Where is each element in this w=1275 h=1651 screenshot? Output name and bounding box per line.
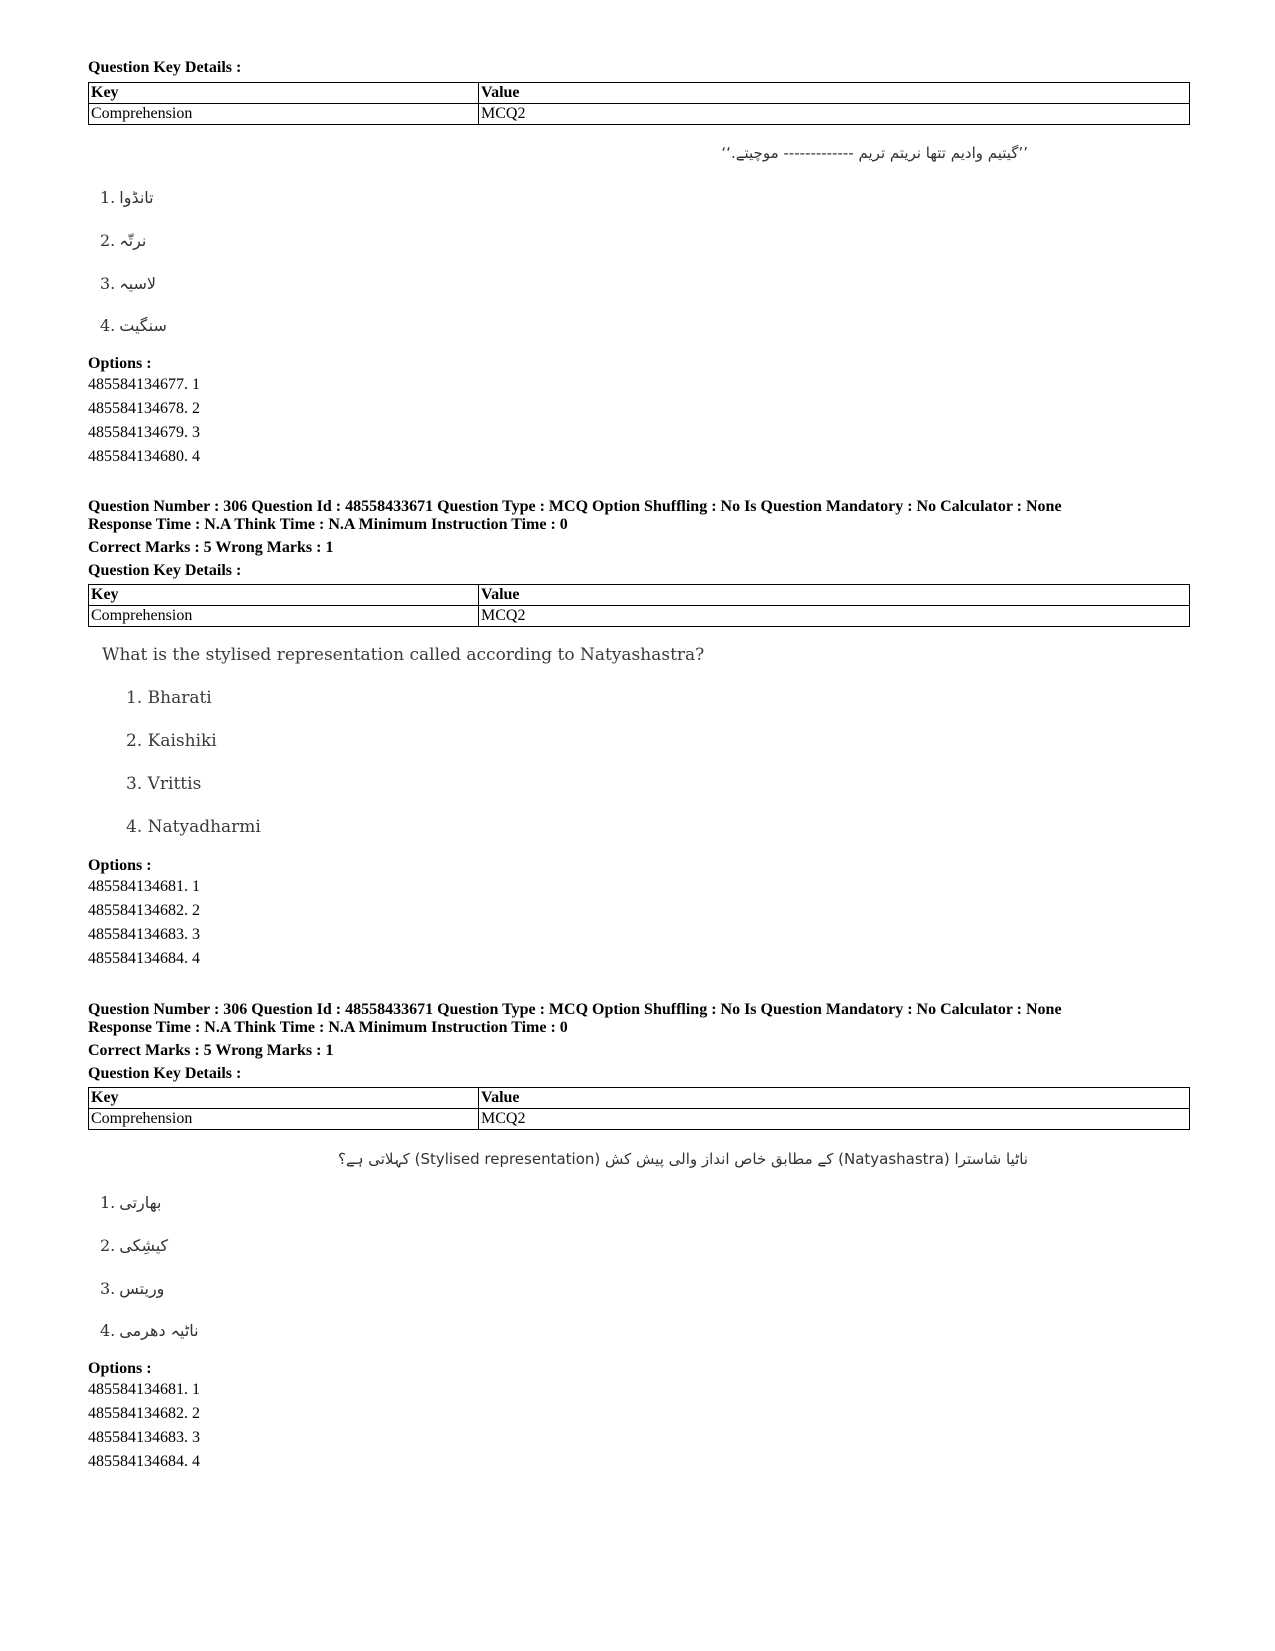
- table-cell-key: Comprehension: [89, 606, 479, 627]
- choice-4: 4. Natyadharmi: [126, 817, 261, 837]
- table-header-row: [89, 585, 1190, 606]
- options-list: [88, 373, 1190, 469]
- options-list: [88, 875, 1190, 971]
- choice-number: 1.: [100, 1193, 116, 1212]
- choice-4: [100, 316, 167, 336]
- table-header-row: [89, 1088, 1190, 1109]
- table-row: [89, 1109, 1190, 1130]
- options-list: [88, 1378, 1190, 1474]
- choice-number: 3.: [100, 1279, 116, 1298]
- question-text: What is the stylised representation called according to Natyashastra?: [102, 645, 705, 665]
- choice-number: 4.: [100, 316, 116, 335]
- choice-1: [100, 1193, 161, 1213]
- question-header-line1: Question Number : 306 Question Id : 48558433671 Question Type : MCQ Option Shuffling : No Is Question Mandatory : No Calculator : None: [88, 498, 1062, 515]
- choice-text: لاسیہ: [119, 274, 156, 293]
- table-cell-value: MCQ2: [479, 1109, 1190, 1130]
- question-header-line2: Response Time : N.A Think Time : N.A Minimum Instruction Time : 0: [88, 516, 568, 533]
- table-cell-key: Comprehension: [89, 104, 479, 125]
- choice-3: [100, 1279, 164, 1299]
- key-details-label: Question Key Details :: [88, 562, 242, 579]
- choice-number: 2.: [100, 231, 116, 250]
- table-cell-key: Comprehension: [89, 1109, 479, 1130]
- key-details-label: Question Key Details :: [88, 59, 242, 76]
- table-header-value: Value: [479, 83, 1190, 104]
- choice-number: 1.: [100, 188, 116, 207]
- table-header-key: Key: [89, 585, 479, 606]
- key-details-table: [88, 1087, 1190, 1130]
- question-text: ناٹیا شاسترا (Natyashastra) کے مطابق خاص انداز والی پیش کش (Stylised representation) کہلاتی ہے؟: [337, 1150, 1028, 1168]
- marks-line: Correct Marks : 5 Wrong Marks : 1: [88, 1042, 334, 1059]
- options-label: Options :: [88, 355, 152, 372]
- choice-3: 3. Vrittis: [126, 774, 202, 794]
- choice-2: 2. Kaishiki: [126, 731, 217, 751]
- key-details-table: [88, 584, 1190, 627]
- option-item: 485584134680. 4: [88, 448, 200, 465]
- choice-text: ناٹیہ دھرمی: [119, 1321, 199, 1340]
- marks-line: Correct Marks : 5 Wrong Marks : 1: [88, 539, 334, 556]
- table-header-key: Key: [89, 1088, 479, 1109]
- table-header-row: [89, 83, 1190, 104]
- option-item: 485584134682. 2: [88, 1405, 200, 1422]
- options-label: Options :: [88, 1360, 152, 1377]
- choice-number: 2.: [100, 1236, 116, 1255]
- option-item: 485584134681. 1: [88, 1381, 200, 1398]
- option-item: 485584134684. 4: [88, 950, 200, 967]
- choice-text: تانڈوا: [119, 188, 154, 207]
- choice-text: بھارتی: [119, 1193, 162, 1212]
- option-item: 485584134683. 3: [88, 926, 200, 943]
- choice-text: سنگیت: [119, 316, 167, 335]
- choice-number: 3.: [100, 274, 116, 293]
- choice-number: 4.: [100, 1321, 116, 1340]
- choice-text: نرتّہ: [119, 231, 147, 250]
- option-item: 485584134681. 1: [88, 878, 200, 895]
- choice-4: [100, 1321, 199, 1341]
- choice-text: وریتس: [119, 1279, 165, 1298]
- table-cell-value: MCQ2: [479, 606, 1190, 627]
- options-label: Options :: [88, 857, 152, 874]
- option-item: 485584134682. 2: [88, 902, 200, 919]
- option-item: 485584134684. 4: [88, 1453, 200, 1470]
- table-cell-value: MCQ2: [479, 104, 1190, 125]
- option-item: 485584134678. 2: [88, 400, 200, 417]
- choice-text: کیشِکی: [119, 1236, 169, 1255]
- key-details-label: Question Key Details :: [88, 1065, 242, 1082]
- question-text: ’’گیتیم وادیم تتھا نریتم تریم ------------- موچیتے.‘‘: [721, 144, 1028, 162]
- option-item: 485584134677. 1: [88, 376, 200, 393]
- choice-2: [100, 1236, 168, 1256]
- table-row: [89, 104, 1190, 125]
- option-item: 485584134679. 3: [88, 424, 200, 441]
- question-header-line1: Question Number : 306 Question Id : 48558433671 Question Type : MCQ Option Shuffling : No Is Question Mandatory : No Calculator : None: [88, 1001, 1062, 1018]
- table-header-value: Value: [479, 585, 1190, 606]
- table-row: [89, 606, 1190, 627]
- option-item: 485584134683. 3: [88, 1429, 200, 1446]
- table-header-value: Value: [479, 1088, 1190, 1109]
- choice-3: [100, 274, 156, 294]
- key-details-table: [88, 82, 1190, 125]
- question-header-line2: Response Time : N.A Think Time : N.A Minimum Instruction Time : 0: [88, 1019, 568, 1036]
- choice-1: 1. Bharati: [126, 688, 212, 708]
- table-header-key: Key: [89, 83, 479, 104]
- choice-1: [100, 188, 154, 208]
- choice-2: [100, 231, 146, 251]
